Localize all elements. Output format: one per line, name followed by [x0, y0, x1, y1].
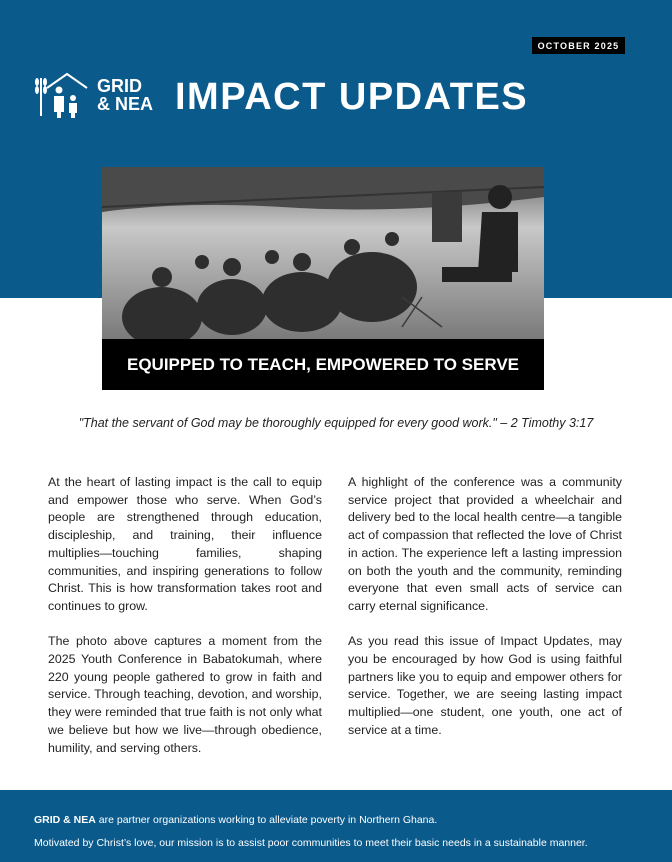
footer [0, 790, 672, 862]
paragraph: The photo above captures a moment from the 2025 Youth Conference in Babatokumah, where 220 young people gathered to grow in faith and service. Through teaching, devotion, and worship, they were reminded that true faith is not only what we believe but how we live—through obedience, humility, and serving others. [48, 634, 322, 755]
hero-caption: EQUIPPED TO TEACH, EMPOWERED TO SERVE [102, 339, 544, 390]
paragraph: At the heart of lasting impact is the call to equip and empower those who serve. When God’s people are strengthened through education, discipleship, and training, their influence multiplies—touching families, shaping communities, and inspiring generations to follow Christ. This is how transformation takes root and continues to grow. [48, 475, 322, 613]
body-column-left [48, 474, 322, 775]
logo-wordmark [97, 77, 153, 113]
logo-icon [33, 68, 95, 124]
footer-org-name: GRID & NEA [34, 814, 96, 826]
logo-line-1: GRID [97, 76, 142, 96]
paragraph: As you read this issue of Impact Updates, may you be encouraged by how God is using faithful partners like you to equip and empower others for service. Together, we are seeing lasting impact multiplied—one student, one youth, one act of service at a time. [348, 634, 622, 737]
footer-line-2: Motivated by Christ’s love, our mission is to assist poor communities to meet their basic needs in a sustainable manner. [34, 837, 588, 849]
date-badge: OCTOBER 2025 [532, 37, 625, 54]
logo-line-2: & NEA [97, 94, 154, 114]
logo [33, 68, 163, 124]
page-title: IMPACT UPDATES [175, 76, 529, 118]
hero-photo [102, 167, 544, 339]
footer-line-1-text: are partner organizations working to alleviate poverty in Northern Ghana. [95, 814, 438, 826]
paragraph: A highlight of the conference was a community service project that provided a wheelchair and delivery bed to the local health centre—a tangible act of compassion that reflected the love of Christ in action. The experience left a lasting impression on both the youth and the community, reminding everyone that even small acts of service can carry eternal significance. [348, 475, 622, 613]
scripture-quote: "That the servant of God may be thoroughly equipped for every good work." – 2 Timothy 3:17 [78, 416, 594, 430]
footer-line-1 [34, 814, 437, 826]
body-column-right [348, 474, 622, 757]
